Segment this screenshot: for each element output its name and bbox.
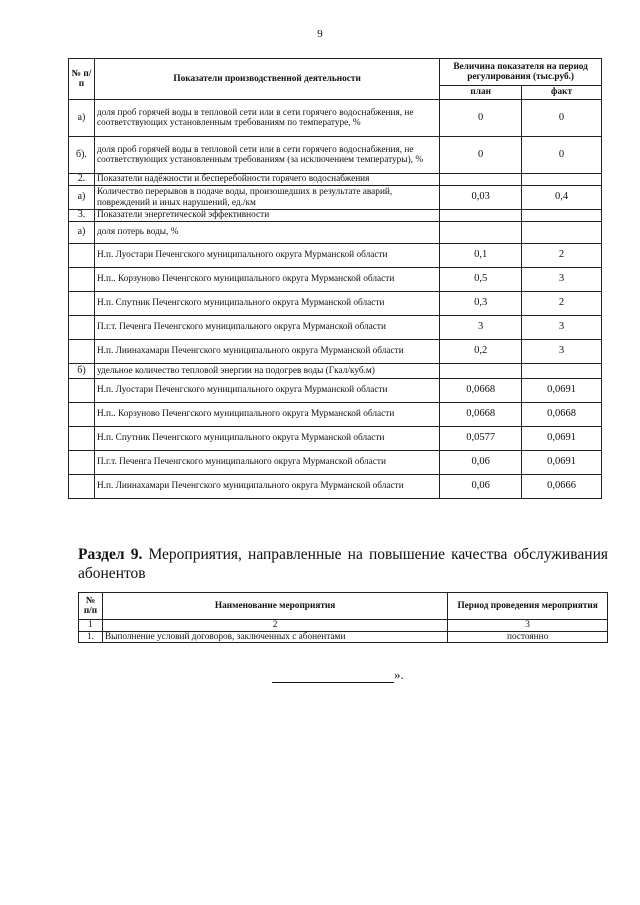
plan-value-cell: 0,0577 <box>440 427 522 451</box>
fact-value-cell <box>522 364 602 379</box>
fact-value-cell: 0 <box>522 137 602 174</box>
row-num-cell: а) <box>69 222 95 244</box>
index-cell: 1 <box>79 620 103 632</box>
index-cell: 3 <box>448 620 608 632</box>
table-row <box>69 244 602 268</box>
plan-value-cell: 0 <box>440 137 522 174</box>
row-label-cell: Количество перерывов в подаче воды, произошедших в результате аварий, повреждений и иных нарушений, ед./км <box>94 186 439 210</box>
table-row <box>69 427 602 451</box>
plan-value-cell: 0,2 <box>440 340 522 364</box>
fact-value-cell: 0,0666 <box>522 475 602 499</box>
header-value-group: Величина показателя на период регулирования (тыс.руб.) <box>440 59 602 86</box>
row-label-cell: Н.п.. Корзуново Печенгского муниципального округа Мурманской области <box>94 268 439 292</box>
plan-value-cell: 3 <box>440 316 522 340</box>
indicators-table <box>68 58 602 499</box>
row-num-cell: 3. <box>69 210 95 222</box>
row-num-cell <box>69 475 95 499</box>
section-9-text: Мероприятия, направленные на повышение качества обслуживания абонентов <box>78 546 608 582</box>
row-label-cell: Н.п. Луостари Печенгского муниципального округа Мурманской области <box>94 379 439 403</box>
header-fact: факт <box>522 86 602 100</box>
row-num-cell: б) <box>69 364 95 379</box>
table-row <box>69 268 602 292</box>
row-num-cell <box>69 403 95 427</box>
row-label-cell: Н.п. Луостари Печенгского муниципального округа Мурманской области <box>94 244 439 268</box>
measure-name-cell: Выполнение условий договоров, заключенных с абонентами <box>102 631 447 643</box>
fact-value-cell: 2 <box>522 292 602 316</box>
table-row <box>69 379 602 403</box>
table-row <box>69 174 602 186</box>
table-row <box>69 364 602 379</box>
table-row <box>69 316 602 340</box>
plan-value-cell: 0,06 <box>440 451 522 475</box>
plan-value-cell <box>440 222 522 244</box>
plan-value-cell: 0 <box>440 100 522 137</box>
table-row <box>69 340 602 364</box>
table-row <box>69 222 602 244</box>
row-label-cell: Н.п. Спутник Печенгского муниципального округа Мурманской области <box>94 292 439 316</box>
section-9-prefix: Раздел 9. <box>78 546 143 563</box>
plan-value-cell: 0,0668 <box>440 379 522 403</box>
page-number: 9 <box>317 28 323 40</box>
row-num-cell <box>69 451 95 475</box>
row-num-cell <box>69 379 95 403</box>
row-num-cell <box>69 340 95 364</box>
row-num-cell: а) <box>69 186 95 210</box>
table-row <box>69 137 602 174</box>
table-row <box>79 631 608 643</box>
header-measure-name: Наименование мероприятия <box>102 593 447 620</box>
row-label-cell: Н.п. Лиинахамари Печенгского муниципального округа Мурманской области <box>94 340 439 364</box>
row-num-cell <box>69 244 95 268</box>
row-label-cell: доля потерь воды, % <box>94 222 439 244</box>
fact-value-cell: 0,0691 <box>522 379 602 403</box>
header-indicators: Показатели производственной деятельности <box>94 59 439 100</box>
row-label-cell: Показатели надёжности и бесперебойности горячего водоснабжения <box>94 174 439 186</box>
row-num-cell: 1. <box>79 631 103 643</box>
row-num-cell <box>69 268 95 292</box>
measures-table <box>78 592 608 643</box>
plan-value-cell <box>440 174 522 186</box>
fact-value-cell: 0,4 <box>522 186 602 210</box>
row-label-cell: П.г.т. Печенга Печенгского муниципального округа Мурманской области <box>94 451 439 475</box>
index-cell: 2 <box>102 620 447 632</box>
section-9-title <box>78 545 608 583</box>
fact-value-cell: 0,0691 <box>522 451 602 475</box>
row-num-cell <box>69 292 95 316</box>
row-label-cell: Н.п. Лиинахамари Печенгского муниципального округа Мурманской области <box>94 475 439 499</box>
plan-value-cell: 0,1 <box>440 244 522 268</box>
indicators-table-body <box>69 100 602 499</box>
row-num-cell <box>69 427 95 451</box>
closing-quote: ». <box>394 667 404 682</box>
header-plan: план <box>440 86 522 100</box>
plan-value-cell: 0,06 <box>440 475 522 499</box>
closing-mark <box>272 667 404 683</box>
fact-value-cell: 0 <box>522 100 602 137</box>
header-period: Период проведения мероприятия <box>448 593 608 620</box>
table-row <box>69 475 602 499</box>
fact-value-cell: 0,0691 <box>522 427 602 451</box>
plan-value-cell: 0,0668 <box>440 403 522 427</box>
fact-value-cell <box>522 174 602 186</box>
row-label-cell: Н.п.. Корзуново Печенгского муниципального округа Мурманской области <box>94 403 439 427</box>
table-row <box>69 451 602 475</box>
fact-value-cell: 3 <box>522 316 602 340</box>
fact-value-cell: 2 <box>522 244 602 268</box>
fact-value-cell <box>522 210 602 222</box>
fact-value-cell: 3 <box>522 268 602 292</box>
row-label-cell: Показатели энергетической эффективности <box>94 210 439 222</box>
row-label-cell: Н.п. Спутник Печенгского муниципального округа Мурманской области <box>94 427 439 451</box>
plan-value-cell: 0,3 <box>440 292 522 316</box>
plan-value-cell <box>440 364 522 379</box>
header-num: № п/п <box>79 593 103 620</box>
row-num-cell: б). <box>69 137 95 174</box>
fact-value-cell <box>522 222 602 244</box>
table-row <box>69 210 602 222</box>
signature-line <box>272 670 394 683</box>
measures-table-body <box>79 631 608 643</box>
plan-value-cell <box>440 210 522 222</box>
table-row <box>69 403 602 427</box>
plan-value-cell: 0,5 <box>440 268 522 292</box>
row-num-cell <box>69 316 95 340</box>
row-label-cell: П.г.т. Печенга Печенгского муниципального округа Мурманской области <box>94 316 439 340</box>
plan-value-cell: 0,03 <box>440 186 522 210</box>
table-row <box>69 186 602 210</box>
fact-value-cell: 3 <box>522 340 602 364</box>
table-row <box>69 292 602 316</box>
header-num: № п/п <box>69 59 95 100</box>
row-label-cell: доля проб горячей воды в тепловой сети или в сети горячего водоснабжения, не соответствующих установленным требованиям (за исключением температуры), % <box>94 137 439 174</box>
fact-value-cell: 0,0668 <box>522 403 602 427</box>
row-label-cell: удельное количество тепловой энергии на подогрев воды (Гкал/куб.м) <box>94 364 439 379</box>
row-num-cell: а) <box>69 100 95 137</box>
table-row <box>69 100 602 137</box>
row-label-cell: доля проб горячей воды в тепловой сети или в сети горячего водоснабжения, не соответствующих установленным требованиям по температуре, % <box>94 100 439 137</box>
row-num-cell: 2. <box>69 174 95 186</box>
period-cell: постоянно <box>448 631 608 643</box>
